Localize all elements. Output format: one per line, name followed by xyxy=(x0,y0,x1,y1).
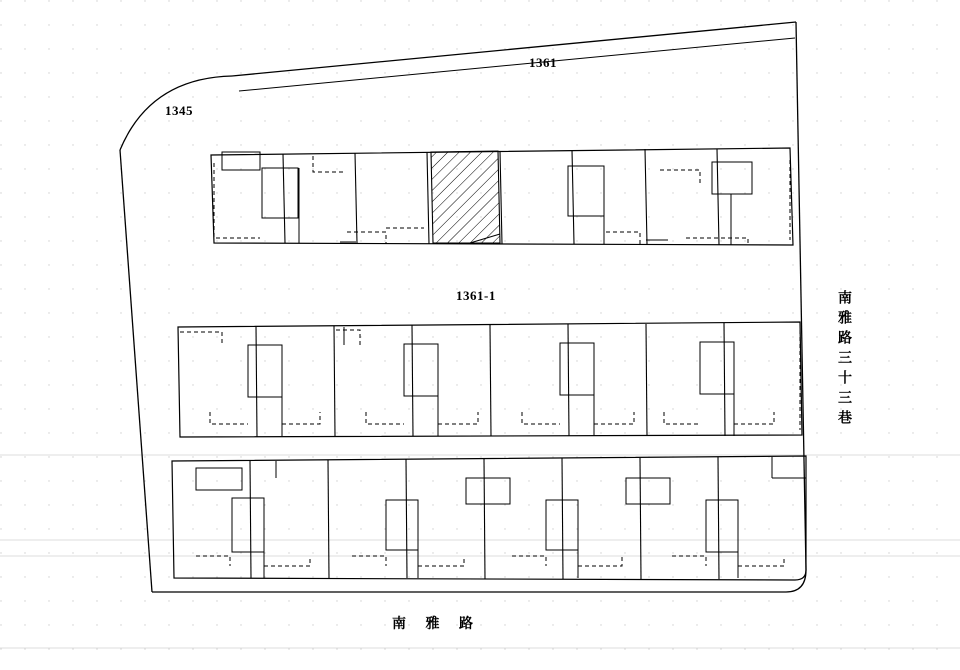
street-label-nanya-road-lane-33: 南雅路三十三巷 xyxy=(836,290,851,430)
parcel-label-1361: 1361 xyxy=(529,55,557,70)
parcel-label-1361-1: 1361-1 xyxy=(456,288,496,303)
street-label-nanya-road: 南 雅 路 xyxy=(392,617,481,632)
hatched-parcel xyxy=(431,151,500,243)
parcel-label-1345: 1345 xyxy=(165,103,193,118)
